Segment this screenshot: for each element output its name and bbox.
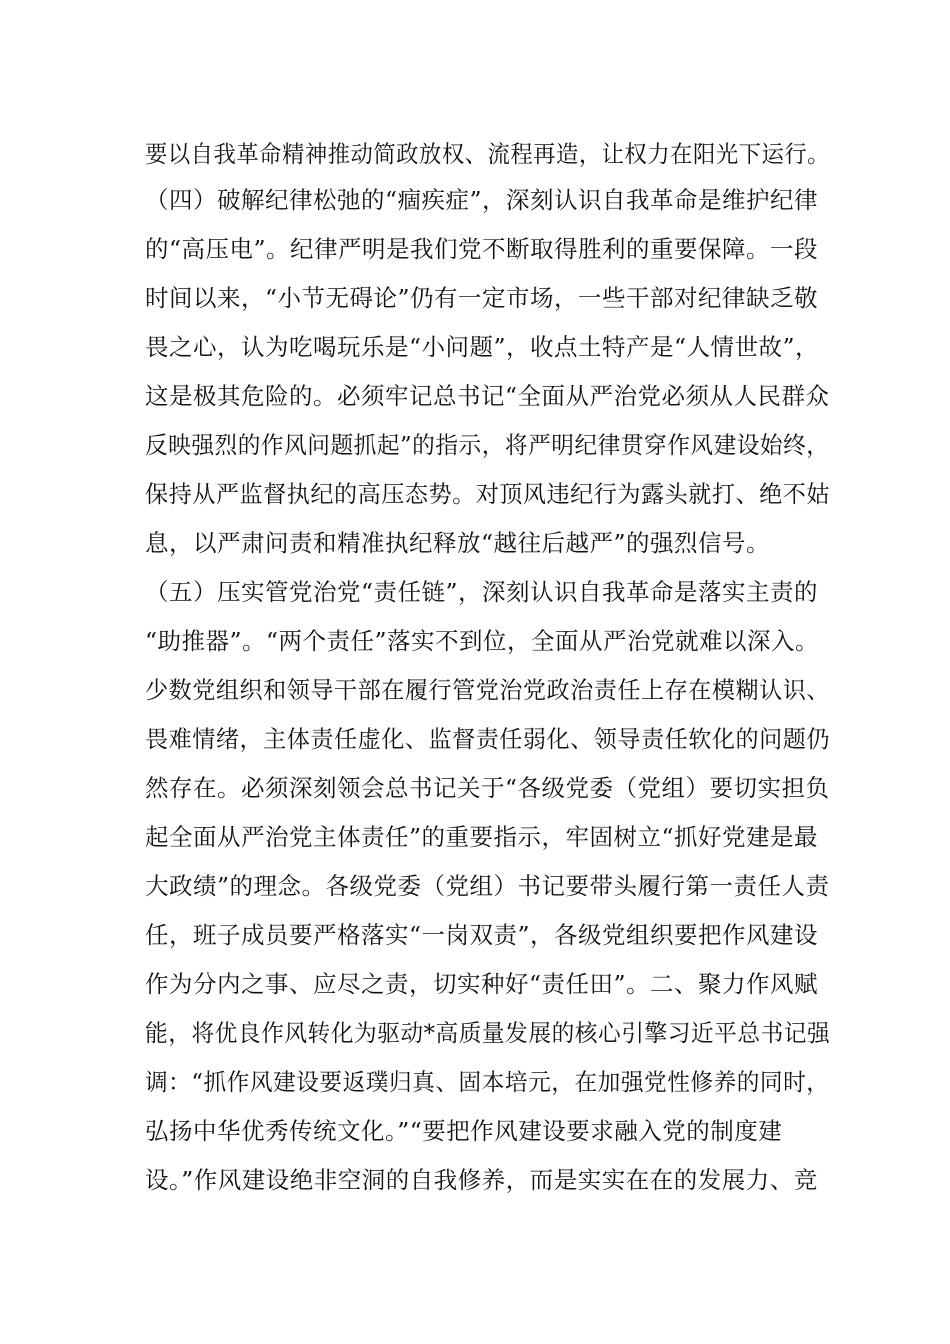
text-line: 能，将优良作风转化为驱动*高质量发展的核心引擎习近平总书记强 [145,1019,831,1047]
text-line: 设。”作风建设绝非空洞的自我修养，而是实实在在的发展力、竞 [145,1166,818,1194]
text-line: 保持从严监督执纪的高压态势。对顶风违纪行为露头就打、绝不姑 [145,480,831,508]
text-line: 少数党组织和领导干部在履行管党治党政治责任上存在模糊认识、 [145,676,831,704]
text-line: 反映强烈的作风问题抓起”的指示，将严明纪律贯穿作风建设始终， [145,431,830,459]
text-line: 这是极其危险的。必须牢记总书记“全面从严治党必须从人民群众 [145,382,830,410]
text-line: 作为分内之事、应尽之责，切实种好“责任田”。二、聚力作风赋 [145,970,819,998]
text-line: 息，以严肃问责和精准执纪释放“越往后越严”的强烈信号。 [145,529,771,557]
text-line: 要以自我革命精神推动简政放权、流程再造，让权力在阳光下运行。 [145,140,831,168]
text-line: 畏之心，认为吃喝玩乐是“小问题”，收点土特产是“人情世故”， [145,333,820,361]
text-line: 畏难情绪，主体责任虚化、监督责任弱化、领导责任软化的问题仍 [145,725,831,753]
text-line: 的“高压电”。纪律严明是我们党不断取得胜利的重要保障。一段 [145,235,819,263]
text-line: 起全面从严治党主体责任”的重要指示，牢固树立“抓好党建是最 [145,823,819,851]
text-line: （五）压实管党治党“责任链”，深刻认识自我革命是落实主责的 [145,578,819,606]
text-line: 然存在。必须深刻领会总书记关于“各级党委（党组）要切实担负 [145,774,830,802]
text-line: 时间以来，“小节无碍论”仍有一定市场，一些干部对纪律缺乏敬 [145,284,819,312]
text-line: （四）破解纪律松弛的“痼疾症”，深刻认识自我革命是维护纪律 [145,186,819,214]
text-line: 任，班子成员要严格落实“一岗双责”，各级党组织要把作风建设 [145,921,819,949]
text-line: 大政绩”的理念。各级党委（党组）书记要带头履行第一责任人责 [145,872,830,900]
text-line: 调：“抓作风建设要返璞归真、固本培元，在加强党性修养的同时， [145,1068,830,1096]
text-line: “助推器”。“两个责任”落实不到位，全面从严治党就难以深入。 [145,627,820,655]
text-line: 弘扬中华优秀传统文化。”“要把作风建设要求融入党的制度建 [145,1117,783,1145]
